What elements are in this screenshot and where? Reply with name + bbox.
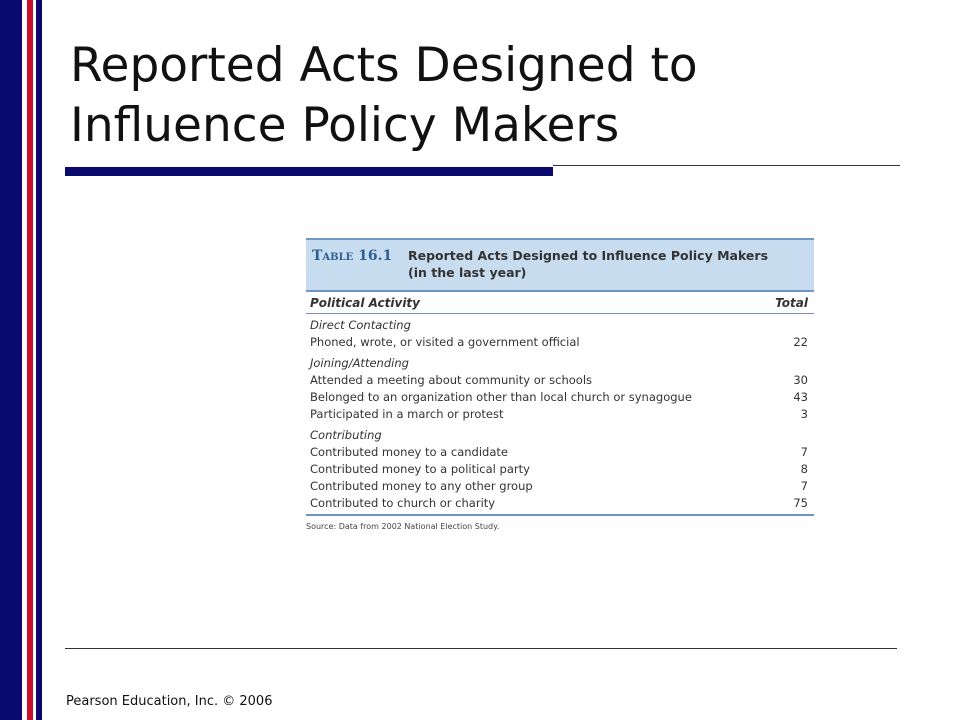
title-underline-bar <box>65 167 553 176</box>
slide-title: Reported Acts Designed to Influence Policy Makers <box>70 38 698 153</box>
table-body <box>306 314 814 516</box>
group-name: Joining/Attending <box>310 356 409 370</box>
row-value: 7 <box>800 479 808 493</box>
title-underline-rule <box>553 165 900 166</box>
row-label: Contributed money to a political party <box>310 462 530 476</box>
row-value: 43 <box>793 390 808 404</box>
table-group <box>310 355 808 423</box>
table-caption <box>408 247 808 281</box>
row-value: 8 <box>800 462 808 476</box>
footer-rule <box>65 648 897 649</box>
left-stripe-navy <box>0 0 22 720</box>
table-row <box>310 495 808 514</box>
row-value: 22 <box>793 335 808 349</box>
table-row <box>310 406 808 423</box>
row-label: Participated in a march or protest <box>310 407 504 421</box>
left-stripe-navy-2 <box>36 0 42 720</box>
column-header-total: Total <box>775 296 808 310</box>
row-value: 7 <box>800 445 808 459</box>
table-group <box>310 317 808 351</box>
row-label: Contributed money to any other group <box>310 479 533 493</box>
row-label: Contributed to church or charity <box>310 496 496 510</box>
table-row <box>310 444 808 461</box>
row-value: 75 <box>793 496 808 510</box>
group-name: Direct Contacting <box>310 318 411 332</box>
row-value: 30 <box>793 373 808 387</box>
table-row <box>310 334 808 351</box>
table-group <box>310 427 808 514</box>
column-header-activity: Political Activity <box>310 296 420 310</box>
table-row <box>310 372 808 389</box>
row-label: Attended a meeting about community or schools <box>310 373 593 387</box>
footer-copyright: Pearson Education, Inc. © 2006 <box>66 694 273 709</box>
table-row <box>310 478 808 495</box>
row-label: Phoned, wrote, or visited a government official <box>310 335 580 349</box>
table-header <box>306 238 814 290</box>
table-caption-line-2: (in the last year) <box>408 265 527 280</box>
row-label: Contributed money to a candidate <box>310 445 508 459</box>
group-name: Contributing <box>310 428 382 442</box>
table-number: Table 16.1 <box>312 248 393 264</box>
table-row <box>310 389 808 406</box>
table-row <box>310 461 808 478</box>
row-value: 3 <box>800 407 808 421</box>
table-caption-line-1: Reported Acts Designed to Influence Policy Makers <box>408 248 769 263</box>
table-column-headers <box>306 290 814 314</box>
row-label: Belonged to an organization other than local church or synagogue <box>310 390 692 404</box>
table-source-note: Source: Data from 2002 National Election Study. <box>306 522 500 531</box>
data-table <box>306 238 814 531</box>
